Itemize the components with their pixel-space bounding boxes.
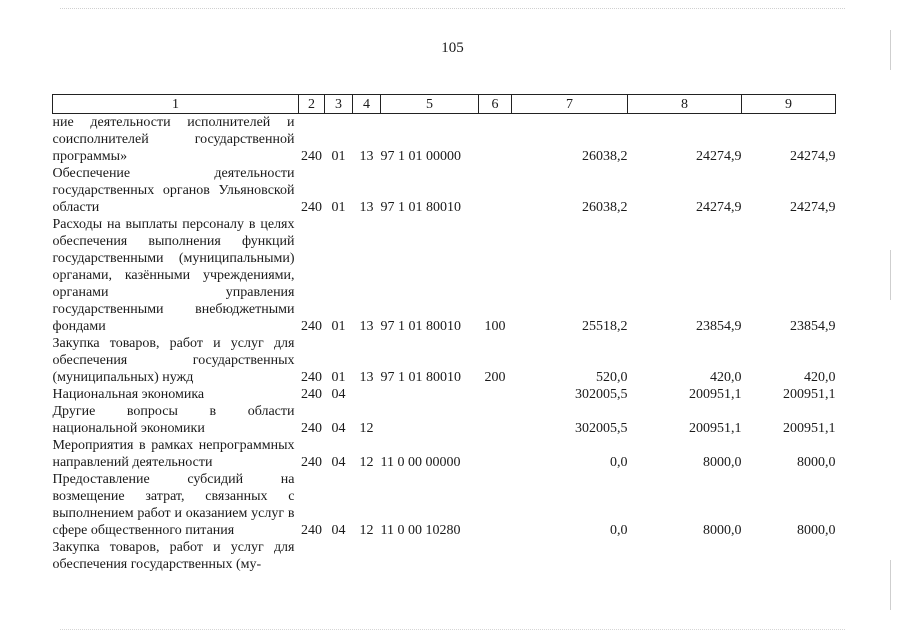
cell-expense-type [479, 471, 512, 539]
cell-expense-type [479, 386, 512, 403]
row-description: Закупка товаров, работ и услуг для обеспечения государственных (му- [52, 540, 295, 572]
cell-admin: 240 [301, 421, 322, 436]
scan-artifact-top [60, 8, 845, 9]
cell-amount-col7: 302005,5 [575, 387, 628, 402]
cell-amount-col9: 8000,0 [797, 455, 836, 470]
cell-target-code: 97 1 01 80010 [380, 200, 461, 215]
cell-target-code: 11 0 00 10280 [380, 523, 461, 538]
cell-amount-col7: 0,0 [610, 523, 628, 538]
table-row [53, 335, 836, 386]
row-description: Расходы на выплаты персоналу в целях обеспечения выполнения функций государственными (муниципальными) органами, казёнными учреждениями, органами управления государственными внебюджетными фондами [52, 217, 295, 334]
cell-expense-type [479, 114, 512, 166]
cell-target-code: 11 0 00 00000 [380, 455, 461, 470]
cell-amount-col7: 0,0 [610, 455, 628, 470]
column-header-9: 9 [742, 95, 836, 114]
cell-amount-col9: 24274,9 [790, 200, 836, 215]
row-description: Предоставление субсидий на возмещение затрат, связанных с выполнением работ и оказанием услуг в сфере общественного питания [52, 472, 295, 538]
row-description: Другие вопросы в области национальной экономики [52, 404, 295, 436]
cell-amount-col8: 8000,0 [703, 455, 742, 470]
table-row [53, 165, 836, 216]
cell-amount-col7: 520,0 [596, 370, 628, 385]
cell-expense-type [479, 165, 512, 216]
row-description: Обеспечение деятельности государственных органов Ульяновской области [52, 166, 295, 215]
cell-expense-type [479, 539, 512, 573]
cell-amount-col9: 200951,1 [783, 387, 836, 402]
cell-amount-col9: 24274,9 [790, 149, 836, 164]
scan-artifact-bottom [60, 629, 845, 630]
row-description: Закупка товаров, работ и услуг для обеспечения государственных (муниципальных) нужд [52, 336, 295, 385]
column-header-2: 2 [299, 95, 325, 114]
cell-expense-type [479, 437, 512, 471]
cell-section: 01 [331, 200, 346, 215]
cell-section: 01 [331, 370, 346, 385]
table-row [53, 403, 836, 437]
table-header-row [53, 95, 836, 114]
cell-amount-col7: 26038,2 [582, 149, 628, 164]
column-header-8: 8 [628, 95, 742, 114]
cell-amount-col9: 200951,1 [783, 421, 836, 436]
cell-admin: 240 [301, 455, 322, 470]
cell-section: 01 [331, 319, 346, 334]
cell-subsection [353, 386, 381, 403]
cell-expense-type [479, 403, 512, 437]
page-number: 105 [441, 40, 464, 56]
cell-expense-type: 100 [484, 319, 506, 334]
cell-target-code: 97 1 01 00000 [380, 149, 461, 164]
cell-admin: 240 [301, 200, 322, 215]
cell-target-code: 97 1 01 80010 [380, 370, 461, 385]
row-description: ние деятельности исполнителей и соисполнителей государственной программы» [52, 115, 295, 164]
cell-target-code: 97 1 01 80010 [380, 319, 461, 334]
table-row [53, 216, 836, 335]
cell-admin: 240 [301, 319, 322, 334]
cell-target-code [381, 386, 479, 403]
budget-table [52, 94, 836, 573]
cell-amount-col9 [742, 539, 836, 573]
table-row [53, 471, 836, 539]
cell-target-code [381, 403, 479, 437]
cell-subsection: 12 [359, 523, 374, 538]
table-row [53, 114, 836, 166]
cell-amount-col9: 23854,9 [790, 319, 836, 334]
cell-section: 04 [331, 455, 346, 470]
scan-edge-mark [890, 560, 891, 610]
cell-amount-col7: 26038,2 [582, 200, 628, 215]
cell-section: 04 [331, 421, 346, 436]
table-row [53, 437, 836, 471]
cell-target-code [381, 539, 479, 573]
cell-admin: 240 [301, 523, 322, 538]
cell-section: 04 [331, 523, 346, 538]
cell-amount-col8 [628, 539, 742, 573]
cell-amount-col8: 420,0 [710, 370, 742, 385]
cell-amount-col8: 24274,9 [696, 149, 742, 164]
cell-amount-col9: 420,0 [804, 370, 836, 385]
cell-admin: 240 [301, 387, 322, 402]
cell-expense-type: 200 [484, 370, 506, 385]
column-header-5: 5 [381, 95, 479, 114]
cell-amount-col8: 8000,0 [703, 523, 742, 538]
cell-subsection: 13 [359, 200, 374, 215]
cell-amount-col8: 200951,1 [689, 421, 742, 436]
column-header-1: 1 [53, 95, 299, 114]
cell-subsection: 12 [359, 421, 374, 436]
row-description: Мероприятия в рамках непрограммных направлений деятельности [52, 438, 295, 470]
cell-amount-col8: 23854,9 [696, 319, 742, 334]
cell-subsection: 13 [359, 149, 374, 164]
cell-section: 01 [331, 149, 346, 164]
cell-amount-col7: 25518,2 [582, 319, 628, 334]
cell-subsection [353, 539, 381, 573]
column-header-4: 4 [353, 95, 381, 114]
table-row [53, 386, 836, 403]
cell-amount-col7: 302005,5 [575, 421, 628, 436]
cell-amount-col8: 200951,1 [689, 387, 742, 402]
cell-amount-col7 [512, 539, 628, 573]
table-row [53, 539, 836, 573]
column-header-7: 7 [512, 95, 628, 114]
cell-admin: 240 [301, 149, 322, 164]
cell-section [325, 539, 353, 573]
column-header-6: 6 [479, 95, 512, 114]
cell-admin: 240 [301, 370, 322, 385]
cell-admin [299, 539, 325, 573]
cell-subsection: 13 [359, 319, 374, 334]
cell-amount-col8: 24274,9 [696, 200, 742, 215]
cell-subsection: 12 [359, 455, 374, 470]
cell-section: 04 [331, 387, 346, 402]
column-header-3: 3 [325, 95, 353, 114]
scan-edge-mark [890, 250, 891, 300]
cell-amount-col9: 8000,0 [797, 523, 836, 538]
row-description: Национальная экономика [52, 387, 205, 402]
cell-subsection: 13 [359, 370, 374, 385]
